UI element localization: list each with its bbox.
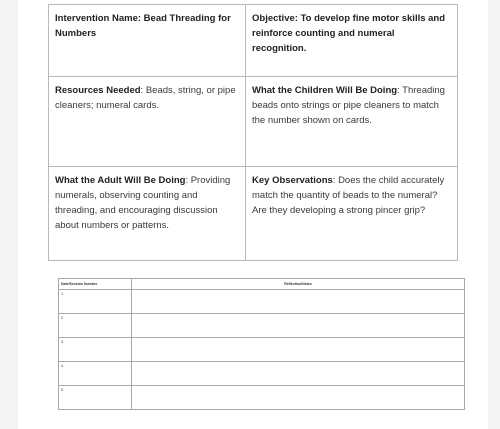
date-session-header: Date/Session Number bbox=[59, 279, 132, 290]
resources-cell bbox=[49, 77, 246, 167]
session-number-cell[interactable]: 5 bbox=[59, 386, 132, 410]
adult-role-text: : Providing numerals, observing counting and threading, and encouraging discussion about numbers or patterns. bbox=[55, 175, 231, 231]
log-row bbox=[59, 362, 465, 386]
reflection-log-table bbox=[58, 278, 465, 410]
intervention-name: Intervention Name: Bead Threading for Numbers bbox=[55, 13, 231, 39]
resources-text: : Beads, string, or pipe cleaners; numeral cards. bbox=[55, 85, 236, 111]
children-activity-label: What the Children Will Be Doing bbox=[252, 85, 398, 96]
log-header-row bbox=[59, 279, 465, 290]
session-number-cell[interactable]: 4 bbox=[59, 362, 132, 386]
log-row bbox=[59, 290, 465, 314]
objective-label: Objective: bbox=[252, 13, 298, 24]
adult-role-cell bbox=[49, 167, 246, 261]
reflection-notes-cell[interactable] bbox=[132, 338, 465, 362]
reflection-notes-cell[interactable] bbox=[132, 314, 465, 338]
reflection-notes-header: Reflection/Notes bbox=[132, 279, 465, 290]
log-row bbox=[59, 314, 465, 338]
reflection-notes-cell[interactable] bbox=[132, 290, 465, 314]
key-observations-cell bbox=[246, 167, 458, 261]
session-number-cell[interactable]: 3 bbox=[59, 338, 132, 362]
log-row bbox=[59, 386, 465, 410]
objective-text: To develop fine motor skills and reinforce counting and numeral recognition. bbox=[252, 13, 446, 54]
intervention-name-cell bbox=[49, 5, 246, 77]
session-number-cell[interactable]: 2 bbox=[59, 314, 132, 338]
adult-role-label: What the Adult Will Be Doing bbox=[55, 175, 186, 186]
intervention-plan-table bbox=[48, 4, 458, 261]
reflection-notes-cell[interactable] bbox=[132, 386, 465, 410]
children-activity-text: : Threading beads onto strings or pipe cleaners to match the number shown on cards. bbox=[252, 85, 445, 126]
children-activity-cell bbox=[246, 77, 458, 167]
session-number-cell[interactable]: 1 bbox=[59, 290, 132, 314]
key-observations-text: : Does the child accurately match the quantity of beads to the numeral? Are they developing a strong pincer grip? bbox=[252, 175, 445, 216]
log-row bbox=[59, 338, 465, 362]
key-observations-label: Key Observations bbox=[252, 175, 333, 186]
reflection-notes-cell[interactable] bbox=[132, 362, 465, 386]
resources-label: Resources Needed bbox=[55, 85, 141, 96]
objective-cell bbox=[246, 5, 458, 77]
